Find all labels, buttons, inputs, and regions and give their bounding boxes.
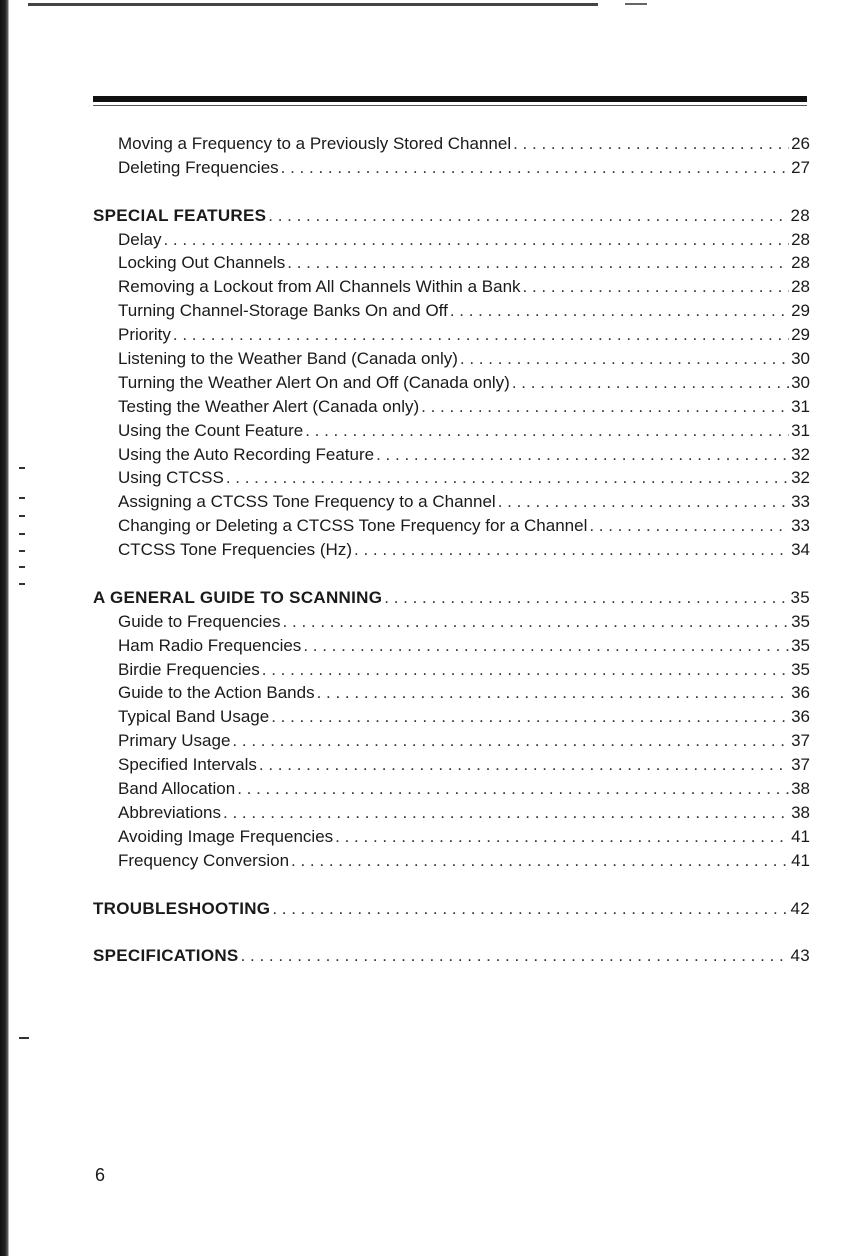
toc-entry-page: 38 <box>791 779 810 799</box>
dot-leader <box>163 228 789 252</box>
toc-entry <box>93 729 810 753</box>
toc-entry <box>93 299 810 323</box>
toc-section-entry <box>93 897 810 921</box>
toc-entry-page: 31 <box>791 420 810 440</box>
dot-leader <box>271 705 789 729</box>
toc-entry-label: TROUBLESHOOTING <box>93 898 271 918</box>
toc-entry-label: Typical Band Usage <box>118 707 270 727</box>
toc-entry-page: 32 <box>791 444 810 464</box>
dot-leader <box>498 490 789 514</box>
dot-leader <box>268 204 788 228</box>
toc-entry-page: 31 <box>791 396 810 416</box>
toc-entry-page: 32 <box>791 468 810 488</box>
toc-entry <box>93 371 810 395</box>
dot-leader <box>305 419 789 443</box>
toc-entry <box>93 251 810 275</box>
toc-entry-label: Band Allocation <box>118 779 236 799</box>
dot-leader <box>460 347 789 371</box>
toc-entry-label: Changing or Deleting a CTCSS Tone Frequency for a Channel <box>118 516 588 536</box>
table-of-contents <box>93 132 810 968</box>
toc-entry-label: Guide to Frequencies <box>118 611 281 631</box>
toc-entry-page: 28 <box>791 253 810 273</box>
margin-tick <box>19 550 25 552</box>
toc-entry-page: 36 <box>791 707 810 727</box>
toc-entry-label: Listening to the Weather Band (Canada only) <box>118 349 458 369</box>
toc-section-entry <box>93 586 810 610</box>
toc-section-entry <box>93 944 810 968</box>
toc-entry-page: 42 <box>790 898 810 918</box>
toc-entry-page: 41 <box>791 850 810 870</box>
dot-leader <box>259 753 789 777</box>
toc-entry <box>93 466 810 490</box>
toc-entry-label: Assigning a CTCSS Tone Frequency to a Channel <box>118 492 496 512</box>
dot-leader <box>283 610 790 634</box>
dot-leader <box>173 323 789 347</box>
top-edge-rule <box>28 3 598 6</box>
dot-leader <box>512 371 789 395</box>
toc-entry-page: 35 <box>791 635 810 655</box>
toc-entry-label: Frequency Conversion <box>118 850 290 870</box>
toc-entry-label: Guide to the Action Bands <box>118 683 315 703</box>
toc-entry <box>93 610 810 634</box>
toc-section-entry <box>93 204 810 228</box>
toc-entry-page: 29 <box>791 325 810 345</box>
toc-entry <box>93 395 810 419</box>
toc-entry-label: Ham Radio Frequencies <box>118 635 302 655</box>
toc-entry-page: 29 <box>791 301 810 321</box>
toc-entry <box>93 490 810 514</box>
dot-leader <box>262 658 789 682</box>
dot-leader <box>232 729 789 753</box>
toc-entry-label: SPECIFICATIONS <box>93 946 239 966</box>
toc-entry-label: Turning Channel-Storage Banks On and Off <box>118 301 448 321</box>
toc-entry-page: 36 <box>791 683 810 703</box>
toc-entry-page: 26 <box>791 134 810 153</box>
dot-leader <box>303 634 789 658</box>
margin-tick <box>19 515 25 517</box>
toc-entry-label: CTCSS Tone Frequencies (Hz) <box>118 540 352 560</box>
dot-leader <box>523 275 790 299</box>
toc-entry <box>93 275 810 299</box>
dot-leader <box>291 849 789 873</box>
toc-entry-label: Priority <box>118 325 171 345</box>
toc-entry-page: 37 <box>791 731 810 751</box>
toc-entry <box>93 443 810 467</box>
toc-entry-label: Using CTCSS <box>118 468 224 488</box>
toc-entry-label: Abbreviations <box>118 802 222 822</box>
toc-entry-label: Specified Intervals <box>118 755 257 775</box>
dot-leader <box>450 299 789 323</box>
toc-entry-page: 30 <box>791 349 810 369</box>
toc-entry-label: Primary Usage <box>118 731 231 751</box>
dot-leader <box>589 514 789 538</box>
page-number: 6 <box>95 1165 106 1185</box>
dot-leader <box>384 586 788 610</box>
toc-entry-page: 33 <box>791 492 810 512</box>
toc-entry <box>93 801 810 825</box>
dot-leader <box>241 944 789 968</box>
toc-entry-label: Turning the Weather Alert On and Off (Canada only) <box>118 372 510 392</box>
toc-entry-page: 28 <box>791 229 810 249</box>
header-rule <box>93 96 807 102</box>
toc-entry-label: Removing a Lockout from All Channels Within a Bank <box>118 277 521 297</box>
toc-entry-label: Delay <box>118 229 162 249</box>
dot-leader <box>281 156 789 180</box>
toc-entry <box>93 634 810 658</box>
toc-entry <box>93 825 810 849</box>
toc-entry-label: Moving a Frequency to a Previously Stored Channel <box>118 134 512 153</box>
toc-entry <box>93 347 810 371</box>
toc-entry-label: Avoiding Image Frequencies <box>118 826 334 846</box>
margin-tick <box>19 533 25 535</box>
toc-entry-page: 28 <box>790 205 810 225</box>
toc-entry-page: 43 <box>790 946 810 966</box>
scan-shadow-edge <box>0 0 9 1256</box>
toc-entry-label: Using the Auto Recording Feature <box>118 444 375 464</box>
toc-entry-page: 30 <box>791 372 810 392</box>
dot-leader <box>421 395 789 419</box>
toc-entry <box>93 849 810 873</box>
header-rule-thin <box>93 105 807 106</box>
toc-entry <box>93 705 810 729</box>
dot-leader <box>226 466 789 490</box>
toc-entry <box>93 514 810 538</box>
top-edge-rule-short <box>625 3 647 5</box>
toc-entry-label: Using the Count Feature <box>118 420 304 440</box>
toc-entry-label: A GENERAL GUIDE TO SCANNING <box>93 587 383 607</box>
toc-entry <box>93 323 810 347</box>
toc-entry <box>93 753 810 777</box>
toc-entry <box>93 132 810 156</box>
toc-entry-label: Birdie Frequencies <box>118 659 260 679</box>
dot-leader <box>223 801 789 825</box>
margin-tick <box>19 566 25 568</box>
dot-leader <box>287 251 789 275</box>
margin-tick <box>19 467 25 469</box>
toc-entry <box>93 228 810 252</box>
margin-tick <box>19 497 25 499</box>
dot-leader <box>237 777 789 801</box>
toc-entry-page: 35 <box>791 611 810 631</box>
dot-leader <box>513 132 789 156</box>
toc-entry-label: Deleting Frequencies <box>118 157 279 177</box>
toc-entry <box>93 419 810 443</box>
toc-entry-page: 33 <box>791 516 810 536</box>
toc-entry <box>93 156 810 180</box>
toc-entry-page: 28 <box>791 277 810 297</box>
dot-leader <box>376 443 789 467</box>
toc-entry <box>93 777 810 801</box>
toc-entry-page: 34 <box>791 540 810 560</box>
dot-leader <box>354 538 789 562</box>
toc-entry <box>93 538 810 562</box>
toc-entry <box>93 681 810 705</box>
dot-leader <box>272 897 788 921</box>
toc-entry-label: SPECIAL FEATURES <box>93 205 267 225</box>
toc-entry <box>93 658 810 682</box>
dot-leader <box>335 825 789 849</box>
dot-leader <box>317 681 789 705</box>
margin-tick <box>19 1037 29 1039</box>
toc-entry-label: Locking Out Channels <box>118 253 286 273</box>
toc-entry-page: 27 <box>791 157 810 177</box>
margin-tick <box>19 583 25 585</box>
toc-entry-page: 38 <box>791 802 810 822</box>
toc-entry-page: 41 <box>791 826 810 846</box>
toc-entry-page: 35 <box>791 659 810 679</box>
toc-entry-label: Testing the Weather Alert (Canada only) <box>118 396 420 416</box>
toc-entry-page: 35 <box>790 587 810 607</box>
toc-entry-page: 37 <box>791 755 810 775</box>
